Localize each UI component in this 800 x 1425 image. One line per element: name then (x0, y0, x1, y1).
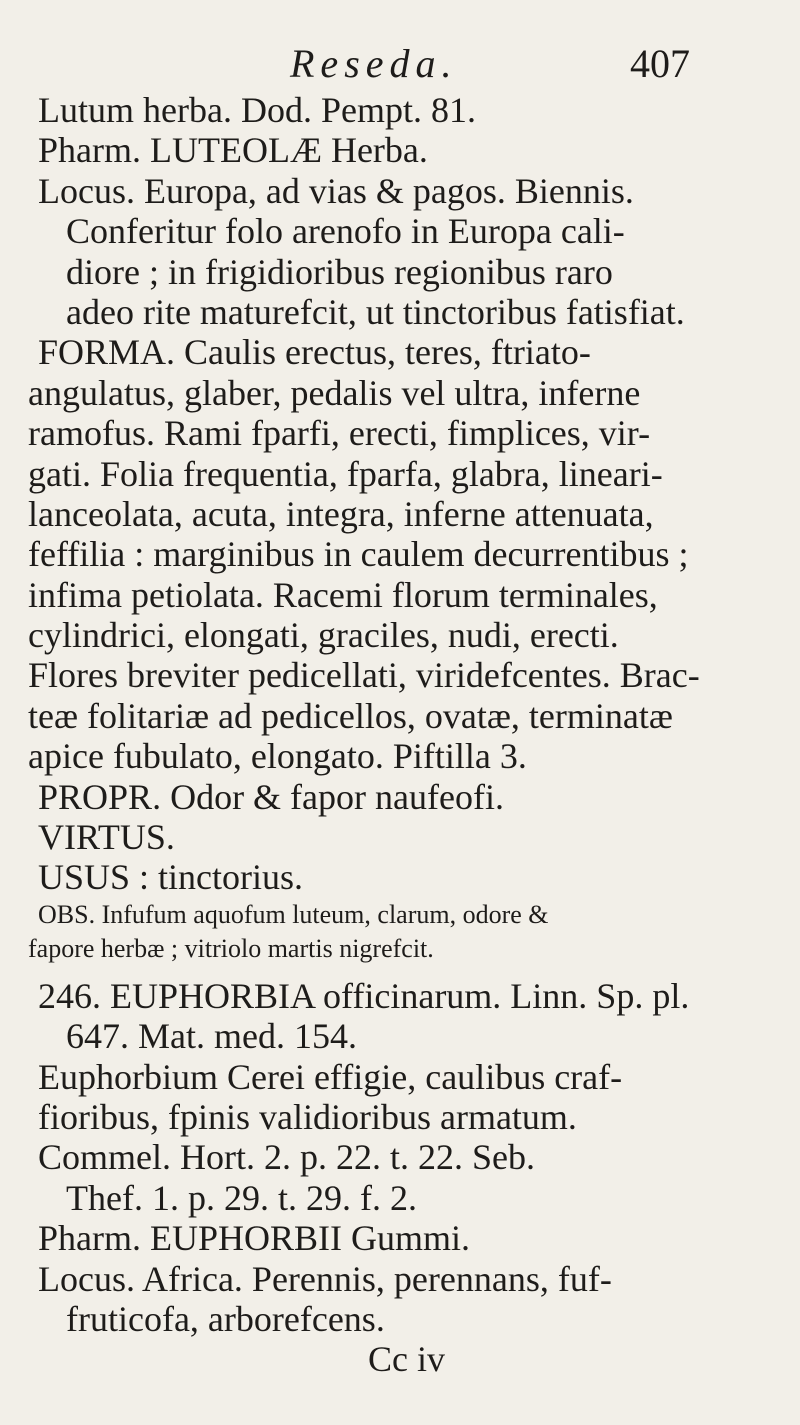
running-head: Reseda. (290, 41, 458, 86)
text-line: FORMA. Caulis erectus, teres, ftriato- (38, 332, 591, 373)
text-line: gati. Folia frequentia, fparfa, glabra, lineari- (28, 453, 663, 494)
text-line: infima petiolata. Racemi florum terminales, (28, 574, 658, 615)
note-line: fapore herbæ ; vitriolo martis nigrefcit. (28, 933, 434, 963)
note-line: OBS. Infufum aquofum luteum, clarum, odore & (38, 899, 549, 929)
text-line: diore ; in frigidioribus regionibus raro (66, 251, 613, 292)
entry-heading: 246. EUPHORBIA officinarum. Linn. Sp. pl. (38, 975, 690, 1016)
text-line: feffilia : marginibus in caulem decurrentibus ; (28, 534, 689, 575)
text-line: teæ folitariæ ad pedicellos, ovatæ, terminatæ (28, 695, 673, 736)
page-body (28, 90, 788, 1380)
text-line: Commel. Hort. 2. p. 22. t. 22. Seb. (38, 1137, 535, 1178)
text-line: Thef. 1. p. 29. t. 29. f. 2. (66, 1177, 417, 1218)
text-line: ramofus. Rami fparfi, erecti, fimplices, vir- (28, 413, 651, 454)
page-number: 407 (630, 41, 690, 86)
text-line: Locus. Europa, ad vias & pagos. Biennis. (38, 170, 634, 211)
page-header (0, 40, 800, 90)
text-line: USUS : tinctorius. (38, 857, 304, 898)
text-line: fruticofa, arborefcens. (66, 1298, 385, 1339)
text-line: VIRTUS. (38, 817, 175, 858)
text-line: Pharm. LUTEOLÆ Herba. (38, 130, 428, 171)
signature-mark: Cc iv (368, 1339, 445, 1380)
text-line: apice fubulato, elongato. Piftilla 3. (28, 736, 527, 777)
text-line: adeo rite maturefcit, ut tinctoribus fatisfiat. (66, 291, 685, 332)
text-line: lanceolata, acuta, integra, inferne attenuata, (28, 493, 654, 534)
text-line: PROPR. Odor & fapor naufeofi. (38, 776, 504, 817)
text-line: Pharm. EUPHORBII Gummi. (38, 1218, 470, 1259)
text-line: Euphorbium Cerei effigie, caulibus craf- (38, 1056, 623, 1097)
text-line: angulatus, glaber, pedalis vel ultra, inferne (28, 372, 641, 413)
text-line: Flores breviter pedicellati, viridefcentes. Brac- (28, 655, 700, 696)
text-line: cylindrici, elongati, graciles, nudi, erecti. (28, 615, 619, 656)
text-line: Locus. Africa. Perennis, perennans, fuf- (38, 1258, 612, 1299)
text-line: Conferitur folo arenofo in Europa cali- (66, 211, 625, 252)
text-line: 647. Mat. med. 154. (66, 1016, 357, 1057)
text-line: Lutum herba. Dod. Pempt. 81. (38, 90, 476, 130)
text-line: fioribus, fpinis validioribus armatum. (38, 1096, 577, 1137)
